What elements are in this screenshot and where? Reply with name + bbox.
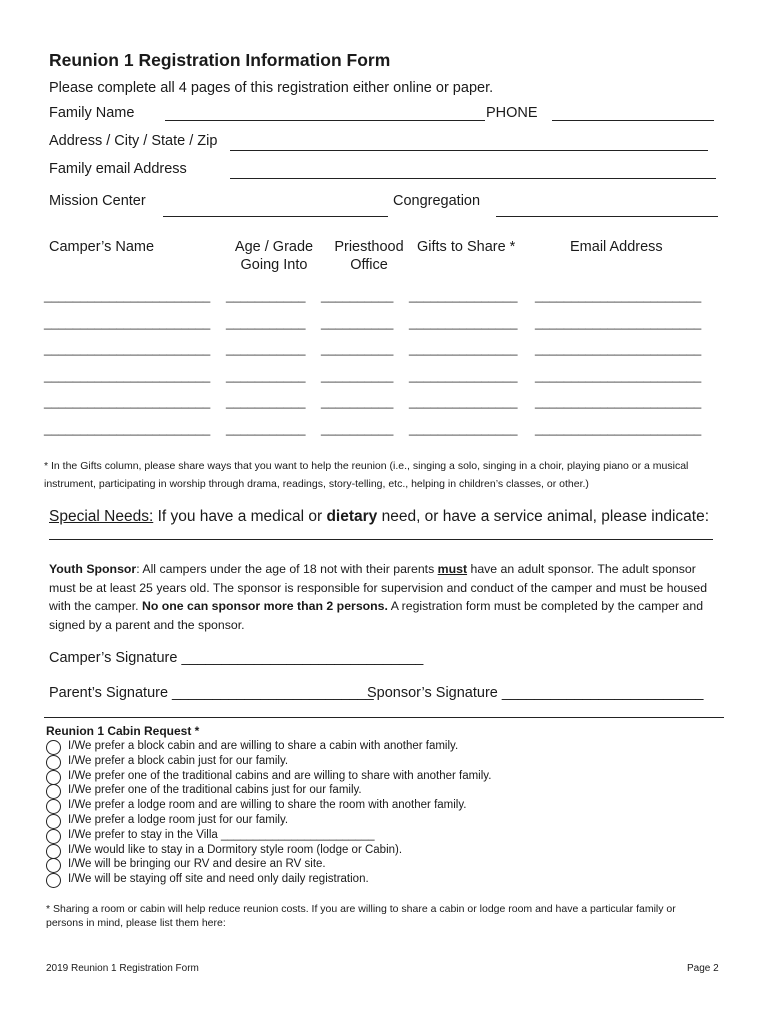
table-cell[interactable]: __________: [321, 367, 394, 383]
radio-button[interactable]: [46, 858, 61, 873]
address-field[interactable]: [230, 150, 708, 151]
table-cell[interactable]: __________: [321, 288, 394, 303]
youth-sponsor-text-b: have an adult sponsor. The adult sponsor must be at least 25 years old. The sponsor is responsible for supervision and conduct of the camper and must be housed with the camper.: [49, 562, 708, 613]
youth-sponsor-text-c: A registration form must be completed by the camper and signed by a parent and the sponsor.: [49, 599, 704, 632]
radio-button[interactable]: [46, 770, 61, 785]
cabin-option-label: I/We will be bringing our RV and desire an RV site.: [68, 858, 326, 871]
special-needs-text: [49, 508, 709, 526]
table-cell[interactable]: ___________: [226, 367, 306, 383]
cabin-request-title: Reunion 1 Cabin Request *: [46, 724, 200, 738]
parent-signature[interactable]: Parent’s Signature _________________________: [49, 685, 374, 701]
table-cell[interactable]: _______________________: [44, 288, 211, 303]
youth-sponsor-bold: No one can sponsor more than 2 persons.: [141, 599, 388, 613]
table-cell[interactable]: _______________: [409, 420, 518, 436]
table-cell[interactable]: _______________________: [535, 420, 702, 436]
header-email-address: Email Address: [570, 239, 663, 255]
phone-field[interactable]: [552, 120, 714, 121]
table-cell[interactable]: ___________: [226, 394, 306, 409]
header-age-grade: Age / Grade Going Into: [234, 239, 314, 273]
table-cell[interactable]: __________: [321, 394, 394, 409]
special-needs-text-a: If you have a medical or: [153, 508, 327, 525]
page-title: Reunion 1 Registration Information Form: [49, 50, 391, 70]
table-cell[interactable]: _______________: [409, 341, 518, 356]
table-cell[interactable]: _______________________: [535, 367, 702, 383]
radio-button[interactable]: [46, 873, 61, 888]
page-number: Page 2: [687, 963, 719, 974]
table-cell[interactable]: __________: [321, 341, 394, 356]
table-cell[interactable]: ___________: [226, 288, 306, 303]
table-cell[interactable]: _______________________: [535, 314, 702, 330]
table-cell[interactable]: _______________: [409, 314, 518, 330]
special-needs-bold: dietary: [326, 508, 378, 525]
section-divider: [44, 717, 724, 718]
radio-button[interactable]: [46, 844, 61, 859]
cabin-option-label: I/We prefer a block cabin just for our family.: [68, 754, 289, 767]
table-cell[interactable]: _______________________: [44, 341, 211, 356]
family-name-label: Family Name: [49, 105, 135, 121]
sponsor-signature[interactable]: Sponsor’s Signature _________________________: [367, 685, 704, 701]
gifts-note: * In the Gifts column, please share ways that you want to help the reunion (i.e., singing a solo, singing in a choir, playing piano or a musical instrument, participating in worship through drama, readings, story-telling, etc., helping in children’s classes, or other.): [44, 460, 689, 490]
special-needs-field[interactable]: [49, 539, 713, 540]
radio-button[interactable]: [46, 814, 61, 829]
mission-center-label: Mission Center: [49, 193, 146, 209]
table-cell[interactable]: _______________________: [535, 341, 702, 356]
header-priesthood-office: Priesthood Office: [334, 239, 404, 273]
family-name-field[interactable]: [165, 120, 485, 121]
youth-sponsor-label: Youth Sponsor: [49, 562, 137, 576]
radio-button[interactable]: [46, 755, 61, 770]
address-label: Address / City / State / Zip: [49, 133, 218, 149]
table-cell[interactable]: ___________: [226, 341, 306, 356]
cabin-option-label: I/We would like to stay in a Dormitory style room (lodge or Cabin).: [68, 843, 403, 856]
special-needs-label: Special Needs:: [49, 508, 154, 525]
cabin-option-label: I/We prefer one of the traditional cabins just for our family.: [68, 784, 362, 797]
cabin-option-label: I/We prefer a block cabin and are willing to share a cabin with another family.: [68, 740, 459, 752]
youth-sponsor-paragraph: [49, 560, 721, 634]
table-cell[interactable]: _______________________: [44, 420, 211, 436]
special-needs-text-b: need, or have a service animal, please indicate:: [377, 508, 710, 525]
congregation-label: Congregation: [393, 193, 481, 209]
table-cell[interactable]: _______________: [409, 367, 518, 383]
cabin-option-label: I/We prefer a lodge room and are willing to share the room with another family.: [68, 799, 467, 812]
radio-button[interactable]: [46, 740, 61, 755]
congregation-field[interactable]: [496, 216, 718, 217]
phone-label: PHONE: [486, 105, 538, 121]
cabin-option-label: I/We prefer a lodge room just for our family.: [68, 814, 289, 826]
radio-button[interactable]: [46, 829, 61, 844]
cabin-option-label: I/We prefer to stay in the Villa ________________________: [68, 828, 375, 841]
cabin-option-label: I/We prefer one of the traditional cabins and are willing to share with another family.: [68, 769, 492, 782]
table-cell[interactable]: __________: [321, 420, 394, 436]
email-label: Family email Address: [49, 161, 187, 177]
table-cell[interactable]: _______________: [409, 288, 518, 303]
youth-sponsor-must: must: [437, 562, 468, 576]
radio-button[interactable]: [46, 799, 61, 814]
table-cell[interactable]: ___________: [226, 314, 306, 330]
table-cell[interactable]: _______________________: [535, 394, 702, 409]
sharing-note: * Sharing a room or cabin will help reduce reunion costs. If you are willing to share a cabin or lodge room and have a particular family or persons in mind, please list them here:: [46, 903, 676, 929]
table-cell[interactable]: _______________________: [44, 394, 211, 409]
camper-signature[interactable]: Camper’s Signature ______________________________: [49, 650, 424, 666]
cabin-option-label: I/We will be staying off site and need only daily registration.: [68, 873, 369, 886]
table-cell[interactable]: _______________________: [535, 288, 702, 303]
header-gifts-to-share: Gifts to Share *: [417, 239, 516, 255]
table-cell[interactable]: _______________________: [44, 367, 211, 383]
mission-center-field[interactable]: [163, 216, 388, 217]
header-campers-name: Camper’s Name: [49, 239, 155, 255]
intro-text: Please complete all 4 pages of this registration either online or paper.: [49, 80, 494, 96]
email-field[interactable]: [230, 178, 716, 179]
table-cell[interactable]: __________: [321, 314, 394, 330]
radio-button[interactable]: [46, 784, 61, 799]
table-cell[interactable]: _______________: [409, 394, 518, 409]
youth-sponsor-text-a: : All campers under the age of 18 not with their parents: [136, 562, 438, 576]
table-cell[interactable]: ___________: [226, 420, 306, 436]
footer-title: 2019 Reunion 1 Registration Form: [46, 963, 199, 974]
table-cell[interactable]: _______________________: [44, 314, 211, 330]
